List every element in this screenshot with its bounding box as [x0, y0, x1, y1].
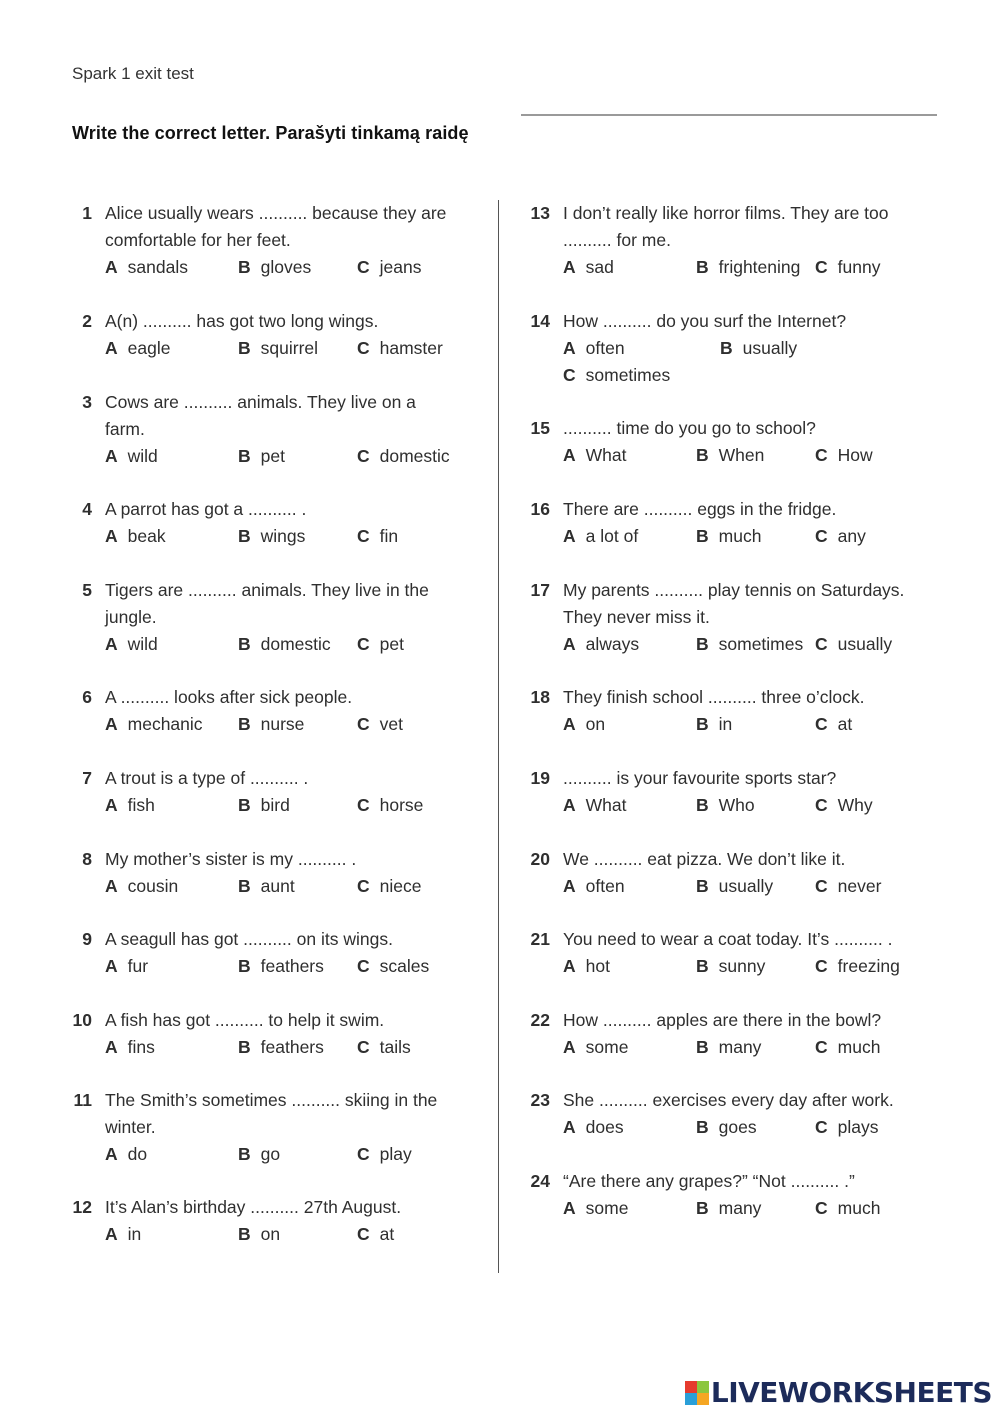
option-letter: A [105, 795, 118, 815]
liveworksheets-logo [685, 1376, 992, 1409]
option-letter: B [238, 446, 251, 466]
option-letter: C [815, 1198, 828, 1218]
option-text: always [585, 634, 640, 654]
option-letter: C [815, 526, 828, 546]
question-text: They finish school .......... three o’clock. [563, 687, 865, 707]
option-letter: C [815, 634, 828, 654]
option-c[interactable] [815, 711, 852, 738]
option-c[interactable] [357, 1221, 394, 1248]
question-text: How .......... do you surf the Internet? [563, 311, 847, 331]
option-c[interactable] [815, 1114, 879, 1141]
option-text: feathers [260, 956, 324, 976]
option-text: some [585, 1037, 629, 1057]
option-letter: A [105, 714, 118, 734]
option-text: What [585, 795, 627, 815]
question-text: A .......... looks after sick people. [105, 687, 353, 707]
option-c[interactable] [815, 792, 873, 819]
option-text: hot [585, 956, 610, 976]
option-b[interactable] [696, 711, 732, 738]
question-text: My parents .......... play tennis on Saturdays. [563, 580, 905, 600]
option-letter: A [563, 1198, 576, 1218]
option-text: bird [260, 795, 290, 815]
question-text: The Smith’s sometimes .......... skiing in the [105, 1090, 438, 1110]
option-a[interactable] [563, 792, 627, 819]
option-letter: C [815, 1037, 828, 1057]
option-letter: A [563, 634, 576, 654]
logo-square-blue [685, 1393, 697, 1405]
option-text: some [585, 1198, 629, 1218]
option-c[interactable] [357, 523, 398, 550]
option-text: aunt [260, 876, 295, 896]
option-text: any [837, 526, 866, 546]
option-b[interactable] [238, 335, 318, 362]
option-b[interactable] [238, 523, 305, 550]
question-text: .......... time do you go to school? [563, 418, 816, 438]
option-text: often [585, 876, 625, 896]
option-letter: B [696, 634, 709, 654]
option-text: much [837, 1037, 881, 1057]
option-letter: A [563, 338, 576, 358]
option-letter: B [238, 526, 251, 546]
question-number: 8 [82, 849, 92, 869]
question-text: It’s Alan’s birthday .......... 27th August. [105, 1197, 402, 1217]
option-c[interactable] [815, 873, 881, 900]
option-a[interactable] [563, 711, 605, 738]
option-letter: C [357, 526, 370, 546]
option-text: at [837, 714, 853, 734]
option-text: never [837, 876, 882, 896]
question-number: 14 [530, 311, 550, 331]
option-b[interactable] [696, 1114, 757, 1141]
option-a[interactable] [563, 254, 614, 281]
option-b[interactable] [696, 631, 803, 658]
option-letter: C [357, 338, 370, 358]
option-text: domestic [260, 634, 331, 654]
question-text: You need to wear a coat today. It’s .......... . [563, 929, 893, 949]
option-text: at [379, 1224, 395, 1244]
option-a[interactable] [105, 443, 158, 470]
option-text: funny [837, 257, 881, 277]
question-text: She .......... exercises every day after work. [563, 1090, 894, 1110]
option-text: jeans [379, 257, 422, 277]
option-text: on [260, 1224, 281, 1244]
question-number: 11 [73, 1090, 92, 1110]
option-text: hamster [379, 338, 443, 358]
option-letter: B [696, 445, 709, 465]
question-text: .......... is your favourite sports star? [563, 768, 837, 788]
question-text: jungle. [105, 607, 157, 627]
option-text: fur [127, 956, 149, 976]
option-text: Why [837, 795, 873, 815]
option-letter: C [815, 257, 828, 277]
option-text: wild [127, 446, 158, 466]
option-text: wings [260, 526, 306, 546]
option-c[interactable] [357, 873, 421, 900]
option-letter: C [815, 876, 828, 896]
option-text: usually [718, 876, 774, 896]
option-letter: B [238, 1144, 251, 1164]
question-number: 2 [82, 311, 92, 331]
question-number: 24 [530, 1171, 550, 1191]
question-text: A trout is a type of .......... . [105, 768, 309, 788]
option-letter: C [815, 445, 828, 465]
option-a[interactable] [563, 1114, 624, 1141]
option-letter: C [357, 876, 370, 896]
question-number: 9 [82, 929, 92, 949]
logo-square-green [697, 1381, 709, 1393]
option-a[interactable] [105, 953, 148, 980]
option-b[interactable] [238, 711, 304, 738]
question-text: farm. [105, 419, 145, 439]
option-c[interactable] [815, 631, 892, 658]
option-letter: C [357, 795, 370, 815]
option-a[interactable] [105, 711, 203, 738]
option-c[interactable] [357, 443, 450, 470]
option-a[interactable] [105, 792, 155, 819]
option-text: frightening [718, 257, 801, 277]
option-letter: B [696, 1198, 709, 1218]
option-text: do [127, 1144, 148, 1164]
column-divider [498, 200, 499, 1273]
option-b[interactable] [696, 523, 761, 550]
option-text: vet [379, 714, 403, 734]
option-text: much [837, 1198, 881, 1218]
option-a[interactable] [563, 523, 638, 550]
option-c[interactable] [815, 953, 900, 980]
question-text: .......... for me. [563, 230, 671, 250]
option-c[interactable] [815, 523, 866, 550]
option-a[interactable] [563, 335, 625, 362]
header-rule [521, 114, 937, 116]
option-letter: B [238, 1037, 251, 1057]
question-text: winter. [105, 1117, 156, 1137]
option-letter: C [815, 714, 828, 734]
option-text: go [260, 1144, 281, 1164]
option-letter: A [105, 634, 118, 654]
option-letter: A [563, 445, 576, 465]
option-c[interactable] [357, 711, 403, 738]
option-letter: B [696, 795, 709, 815]
option-b[interactable] [696, 1034, 761, 1061]
option-text: plays [837, 1117, 879, 1137]
option-a[interactable] [105, 254, 188, 281]
option-text: freezing [837, 956, 900, 976]
option-a[interactable] [105, 631, 158, 658]
option-text: niece [379, 876, 422, 896]
option-text: play [379, 1144, 412, 1164]
option-a[interactable] [105, 1141, 147, 1168]
option-letter: A [105, 338, 118, 358]
option-text: usually [837, 634, 893, 654]
option-c[interactable] [357, 254, 421, 281]
question-text: comfortable for her feet. [105, 230, 291, 250]
option-text: pet [379, 634, 404, 654]
option-letter: A [563, 257, 576, 277]
option-a[interactable] [105, 1034, 155, 1061]
question-text: A seagull has got .......... on its wings. [105, 929, 393, 949]
option-letter: B [696, 526, 709, 546]
option-letter: B [696, 714, 709, 734]
question-number: 7 [82, 768, 92, 788]
option-letter: A [563, 1037, 576, 1057]
option-b[interactable] [238, 873, 295, 900]
question-number: 4 [82, 499, 92, 519]
option-b[interactable] [696, 873, 773, 900]
option-c[interactable] [357, 953, 429, 980]
option-letter: A [105, 257, 118, 277]
option-text: usually [742, 338, 798, 358]
option-a[interactable] [563, 631, 639, 658]
question-number: 19 [530, 768, 550, 788]
option-letter: A [105, 1037, 118, 1057]
option-c[interactable] [357, 631, 404, 658]
option-text: feathers [260, 1037, 324, 1057]
question-text: Cows are .......... animals. They live on a [105, 392, 416, 412]
option-a[interactable] [563, 442, 627, 469]
option-letter: A [105, 1144, 118, 1164]
option-letter: A [105, 876, 118, 896]
option-letter: B [696, 876, 709, 896]
option-a[interactable] [105, 1221, 141, 1248]
question-text: “Are there any grapes?” “Not .......... .” [563, 1171, 855, 1191]
option-b[interactable] [238, 631, 331, 658]
option-letter: C [357, 634, 370, 654]
option-text: in [718, 714, 733, 734]
question-text: A(n) .......... has got two long wings. [105, 311, 379, 331]
question-number: 3 [82, 392, 92, 412]
option-text: sometimes [718, 634, 804, 654]
option-a[interactable] [563, 1195, 628, 1222]
option-letter: A [563, 876, 576, 896]
option-text: does [585, 1117, 624, 1137]
option-text: sandals [127, 257, 188, 277]
question-text: How .......... apples are there in the bowl? [563, 1010, 882, 1030]
question-text: My mother’s sister is my .......... . [105, 849, 357, 869]
option-text: beak [127, 526, 166, 546]
option-text: sunny [718, 956, 766, 976]
option-a[interactable] [105, 335, 170, 362]
page-header-title: Spark 1 exit test [72, 64, 194, 83]
option-letter: B [720, 338, 733, 358]
option-c[interactable] [815, 442, 873, 469]
option-letter: C [815, 795, 828, 815]
question-text: A parrot has got a .......... . [105, 499, 307, 519]
option-letter: B [696, 1037, 709, 1057]
option-text: goes [718, 1117, 757, 1137]
option-c[interactable] [815, 1195, 880, 1222]
question-number: 23 [530, 1090, 550, 1110]
option-b[interactable] [696, 254, 800, 281]
option-letter: B [238, 956, 251, 976]
option-text: many [718, 1037, 762, 1057]
option-letter: A [563, 795, 576, 815]
option-letter: A [105, 526, 118, 546]
option-letter: B [238, 1224, 251, 1244]
option-letter: C [357, 1224, 370, 1244]
option-text: eagle [127, 338, 171, 358]
question-text: Alice usually wears .......... because they are [105, 203, 447, 223]
option-b[interactable] [238, 953, 324, 980]
option-text: a lot of [585, 526, 639, 546]
option-letter: C [357, 714, 370, 734]
question-number: 15 [530, 418, 550, 438]
option-text: in [127, 1224, 142, 1244]
option-text: fins [127, 1037, 155, 1057]
option-letter: B [696, 1117, 709, 1137]
option-letter: B [696, 257, 709, 277]
question-number: 5 [82, 580, 92, 600]
option-b[interactable] [696, 953, 765, 980]
option-letter: B [238, 876, 251, 896]
option-text: sometimes [585, 365, 671, 385]
option-letter: C [357, 257, 370, 277]
option-text: domestic [379, 446, 450, 466]
option-letter: C [357, 1144, 370, 1164]
option-letter: A [563, 714, 576, 734]
option-text: horse [379, 795, 424, 815]
option-letter: B [238, 634, 251, 654]
option-text: sad [585, 257, 614, 277]
option-letter: B [696, 956, 709, 976]
option-text: mechanic [127, 714, 203, 734]
option-b[interactable] [696, 1195, 761, 1222]
option-text: Who [718, 795, 755, 815]
option-c[interactable] [357, 1034, 411, 1061]
option-text: cousin [127, 876, 179, 896]
question-number: 21 [530, 929, 550, 949]
option-a[interactable] [105, 523, 166, 550]
option-text: fish [127, 795, 155, 815]
option-letter: C [357, 956, 370, 976]
question-text: A fish has got .......... to help it swim. [105, 1010, 385, 1030]
option-letter: A [563, 526, 576, 546]
question-number: 12 [72, 1197, 92, 1217]
logo-text: LIVEWORKSHEETS [710, 1376, 992, 1409]
question-number: 10 [72, 1010, 92, 1030]
option-c[interactable] [815, 254, 880, 281]
option-b[interactable] [720, 335, 797, 362]
option-c[interactable] [357, 792, 423, 819]
option-letter: C [563, 365, 576, 385]
option-text: How [837, 445, 873, 465]
question-number: 16 [530, 499, 550, 519]
option-c[interactable] [815, 1034, 880, 1061]
option-letter: A [563, 956, 576, 976]
option-b[interactable] [238, 254, 311, 281]
option-a[interactable] [563, 953, 610, 980]
option-b[interactable] [238, 1141, 280, 1168]
option-c[interactable] [357, 1141, 412, 1168]
instruction-heading: Write the correct letter. Parašyti tinkamą raidę [72, 123, 469, 143]
option-c[interactable] [357, 335, 443, 362]
option-text: nurse [260, 714, 305, 734]
liveworksheets-logo-icon [685, 1381, 709, 1405]
option-letter: B [238, 795, 251, 815]
option-letter: C [815, 1117, 828, 1137]
question-number: 6 [82, 687, 92, 707]
option-b[interactable] [238, 1221, 280, 1248]
option-text: on [585, 714, 606, 734]
question-text: I don’t really like horror films. They are too [563, 203, 889, 223]
option-letter: B [238, 257, 251, 277]
option-text: much [718, 526, 762, 546]
option-a[interactable] [105, 873, 178, 900]
logo-square-red [685, 1381, 697, 1393]
question-text: Tigers are .......... animals. They live in the [105, 580, 429, 600]
logo-square-orange [697, 1393, 709, 1405]
option-text: fin [379, 526, 399, 546]
option-text: often [585, 338, 625, 358]
option-text: When [718, 445, 765, 465]
option-text: gloves [260, 257, 312, 277]
option-letter: C [815, 956, 828, 976]
question-number: 1 [82, 203, 92, 223]
option-b[interactable] [238, 443, 285, 470]
option-b[interactable] [238, 1034, 324, 1061]
option-text: pet [260, 446, 285, 466]
question-number: 20 [530, 849, 550, 869]
option-letter: A [105, 1224, 118, 1244]
option-text: many [718, 1198, 762, 1218]
option-letter: C [357, 1037, 370, 1057]
option-text: wild [127, 634, 158, 654]
option-a[interactable] [563, 1034, 628, 1061]
option-text: tails [379, 1037, 411, 1057]
option-letter: B [238, 338, 251, 358]
option-b[interactable] [696, 442, 764, 469]
question-text: They never miss it. [563, 607, 710, 627]
option-letter: C [357, 446, 370, 466]
question-number: 17 [530, 580, 550, 600]
question-number: 18 [530, 687, 550, 707]
option-b[interactable] [238, 792, 290, 819]
option-text: squirrel [260, 338, 319, 358]
option-b[interactable] [696, 792, 755, 819]
question-text: There are .......... eggs in the fridge. [563, 499, 837, 519]
option-letter: A [105, 956, 118, 976]
option-letter: A [105, 446, 118, 466]
option-letter: A [563, 1117, 576, 1137]
question-number: 13 [530, 203, 550, 223]
option-letter: B [238, 714, 251, 734]
question-text: We .......... eat pizza. We don’t like it. [563, 849, 846, 869]
question-number: 22 [530, 1010, 550, 1030]
option-text: What [585, 445, 627, 465]
option-text: scales [379, 956, 430, 976]
option-c[interactable] [563, 362, 670, 389]
option-a[interactable] [563, 873, 625, 900]
